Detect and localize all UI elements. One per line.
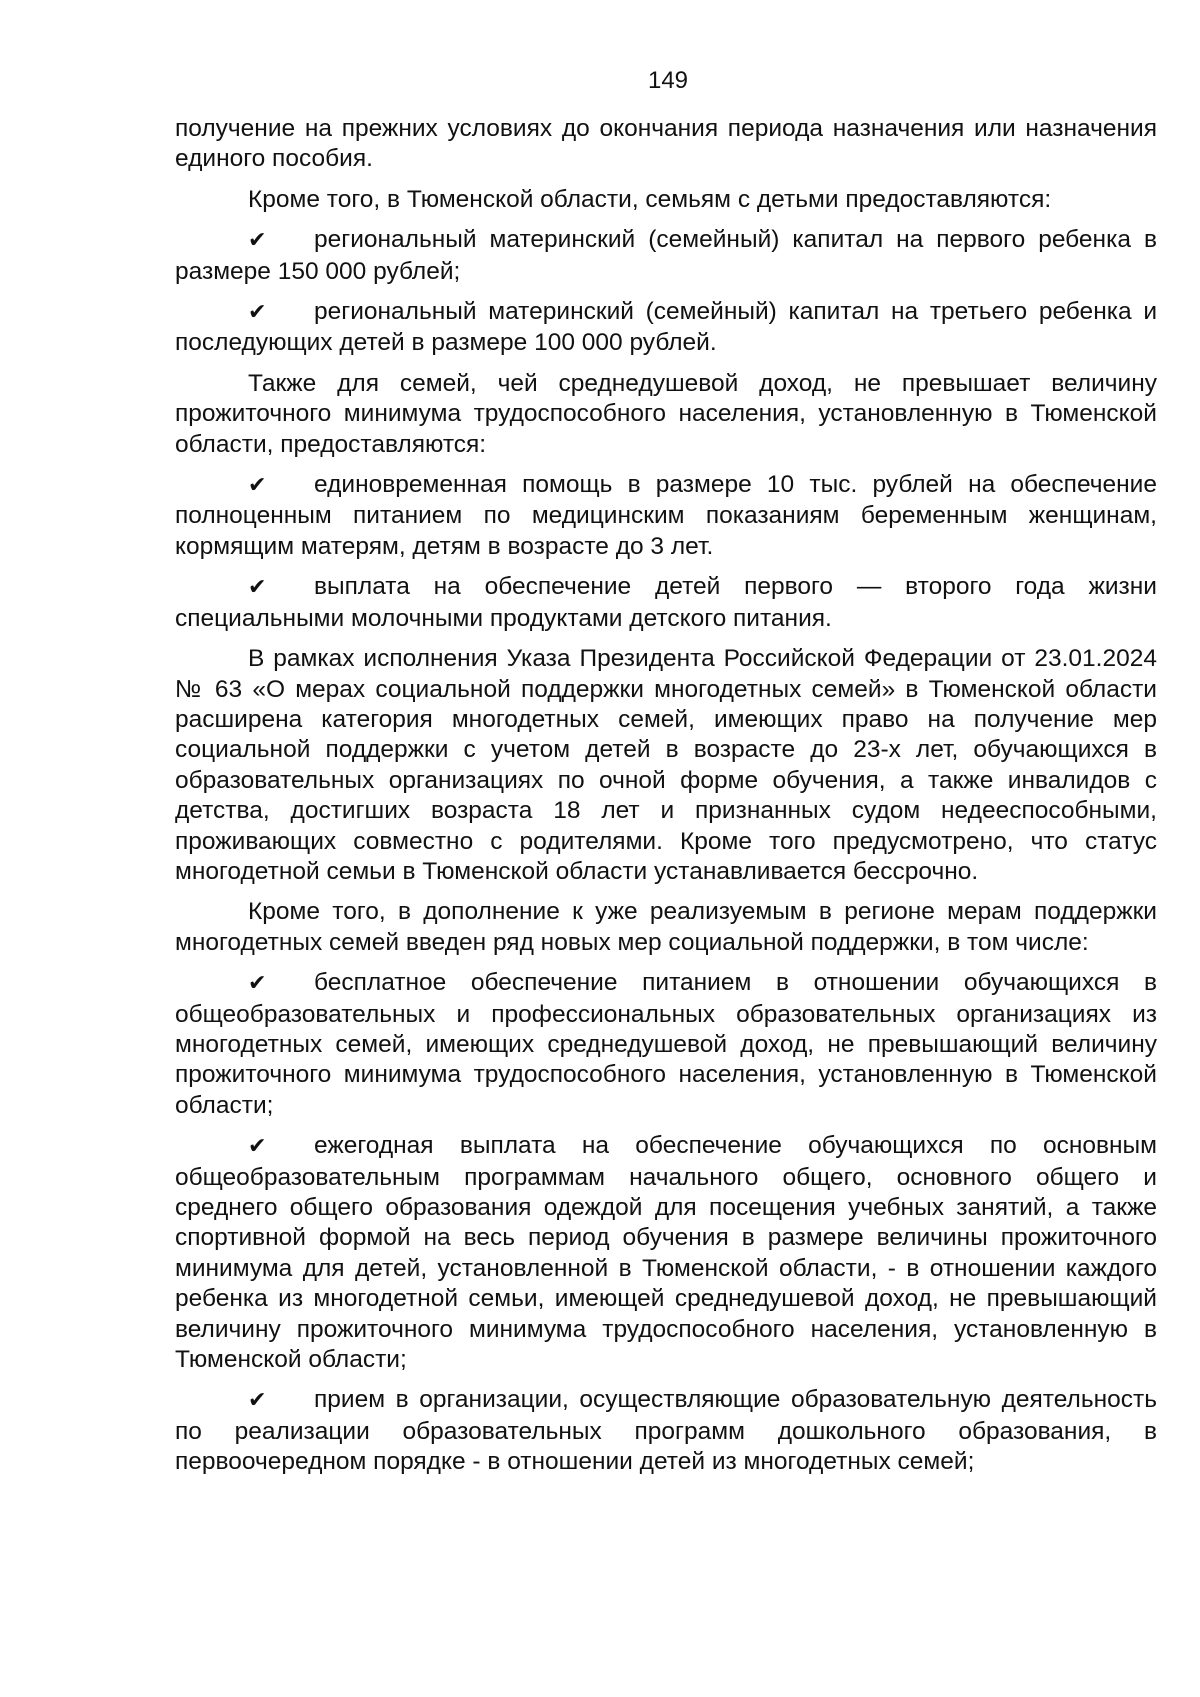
paragraph bbox=[175, 644, 1157, 887]
checkmark-icon: ✔ bbox=[248, 300, 267, 326]
bullet-text: единовременная помощь в размере 10 тыс. рублей на обеспечение полноценным питанием по медицинским показаниям беременным женщинам, кормящим матерям, детям в возрасте до 3 лет. bbox=[175, 471, 1157, 560]
checkmark-icon: ✔ bbox=[248, 575, 267, 601]
bullet-text: региональный материнский (семейный) капитал на первого ребенка в размере 150 000 рублей; bbox=[175, 226, 1157, 285]
bullet-item bbox=[175, 1385, 1157, 1477]
bullet-text: прием в организации, осуществляющие образовательную деятельность по реализации образовательных программ дошкольного образования, в первоочередном порядке - в отношении детей из многодетных семей; bbox=[175, 1386, 1157, 1476]
bullet-item bbox=[175, 968, 1157, 1121]
bullet-item bbox=[175, 470, 1157, 562]
bullet-item bbox=[175, 225, 1157, 287]
bullet-text: выплата на обеспечение детей первого — второго года жизни специальными молочными продуктами детского питания. bbox=[175, 573, 1157, 632]
bullet-item bbox=[175, 1131, 1157, 1375]
page-number: 149 bbox=[647, 67, 689, 94]
paragraph-text: Также для семей, чей среднедушевой доход, не превышает величину прожиточного минимума трудоспособного населения, установленную в Тюменской области, предоставляются: bbox=[175, 369, 1157, 458]
bullet-item bbox=[175, 572, 1157, 634]
checkmark-icon: ✔ bbox=[248, 1134, 267, 1160]
checkmark-icon: ✔ bbox=[248, 1388, 267, 1414]
bullet-text: региональный материнский (семейный) капитал на третьего ребенка и последующих детей в размере 100 000 рублей. bbox=[175, 298, 1157, 357]
paragraph bbox=[175, 185, 1157, 215]
document-body bbox=[175, 114, 1157, 1478]
paragraph bbox=[175, 369, 1157, 460]
checkmark-icon: ✔ bbox=[248, 473, 267, 499]
bullet-text: ежегодная выплата на обеспечение обучающихся по основным общеобразовательным программам начального общего, основного общего и среднего общего образования одеждой для посещения учебных занятий, а также спортивной формой на весь период обучения в размере величины прожиточного минимума для детей, установленной в Тюменской области, - в отношении каждого ребенка из многодетной семьи, имеющей среднедушевой доход, не превышающий величину прожиточного минимума трудоспособного населения, установленную в Тюменской области; bbox=[175, 1132, 1157, 1374]
paragraph-text: Кроме того, в Тюменской области, семьям с детьми предоставляются: bbox=[248, 185, 1052, 213]
bullet-text: бесплатное обеспечение питанием в отношении обучающихся в общеобразовательных и профессиональных образовательных организациях из многодетных семей, имеющих среднедушевой доход, не превышающий величину прожиточного минимума трудоспособного населения, установленную в Тюменской области; bbox=[175, 969, 1157, 1119]
checkmark-icon: ✔ bbox=[248, 228, 267, 254]
paragraph-continuation bbox=[175, 114, 1157, 175]
checkmark-icon: ✔ bbox=[248, 971, 267, 997]
paragraph-text: В рамках исполнения Указа Президента Российской Федерации от 23.01.2024 № 63 «О мерах социальной поддержки многодетных семей» в Тюменской области расширена категория многодетных семей, имеющих право на получение мер социальной поддержки с учетом детей в возрасте до 23-х лет, обучающихся в образовательных организациях по очной форме обучения, а также инвалидов с детства, достигших возраста 18 лет и признанных судом недееспособными, проживающих совместно с родителями. Кроме того предусмотрено, что статус многодетной семьи в Тюменской области устанавливается бессрочно. bbox=[175, 645, 1157, 885]
paragraph-text: получение на прежних условиях до окончания периода назначения или назначения единого пособия. bbox=[175, 115, 1157, 173]
paragraph bbox=[175, 897, 1157, 958]
paragraph-text: Кроме того, в дополнение к уже реализуемым в регионе мерам поддержки многодетных семей введен ряд новых мер социальной поддержки, в том числе: bbox=[175, 898, 1157, 956]
bullet-item bbox=[175, 297, 1157, 359]
